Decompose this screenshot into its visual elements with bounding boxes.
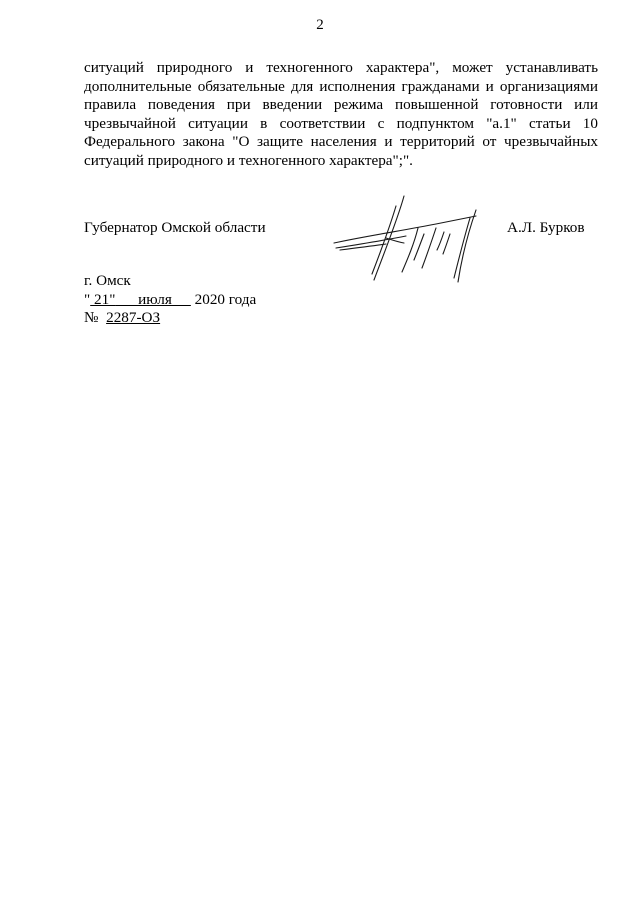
signer-title: Губернатор Омской области	[84, 219, 266, 236]
body-line: ситуаций природного и техногенного характера";".	[84, 151, 413, 169]
date-line	[84, 291, 256, 310]
date-month: июля	[115, 290, 191, 308]
body-line: правила поведения при введении режима повышенной готовности или	[84, 96, 598, 114]
number-sign: №	[84, 309, 107, 326]
handwritten-signature	[326, 188, 486, 288]
place-block	[84, 272, 256, 328]
date-year: 2020 года	[190, 290, 257, 308]
date-open-quote: "	[84, 290, 91, 308]
body-line: Федерального закона "О защите населения и территорий от чрезвычайных	[84, 133, 598, 151]
signer-name: А.Л. Бурков	[507, 219, 585, 236]
document-number: 2287-ОЗ	[106, 309, 161, 326]
page-number: 2	[316, 17, 324, 33]
date-day: 21"	[90, 290, 116, 308]
city-line: г. Омск	[84, 272, 131, 289]
body-line: дополнительные обязательные для исполнения гражданами и организациями	[84, 77, 598, 95]
body-line: ситуаций природного и техногенного характера", может устанавливать	[84, 59, 598, 76]
number-line	[84, 309, 256, 328]
body-line: чрезвычайной ситуации в соответствии с подпунктом "а.1" статьи 10	[84, 114, 598, 132]
body-paragraph	[84, 59, 598, 171]
